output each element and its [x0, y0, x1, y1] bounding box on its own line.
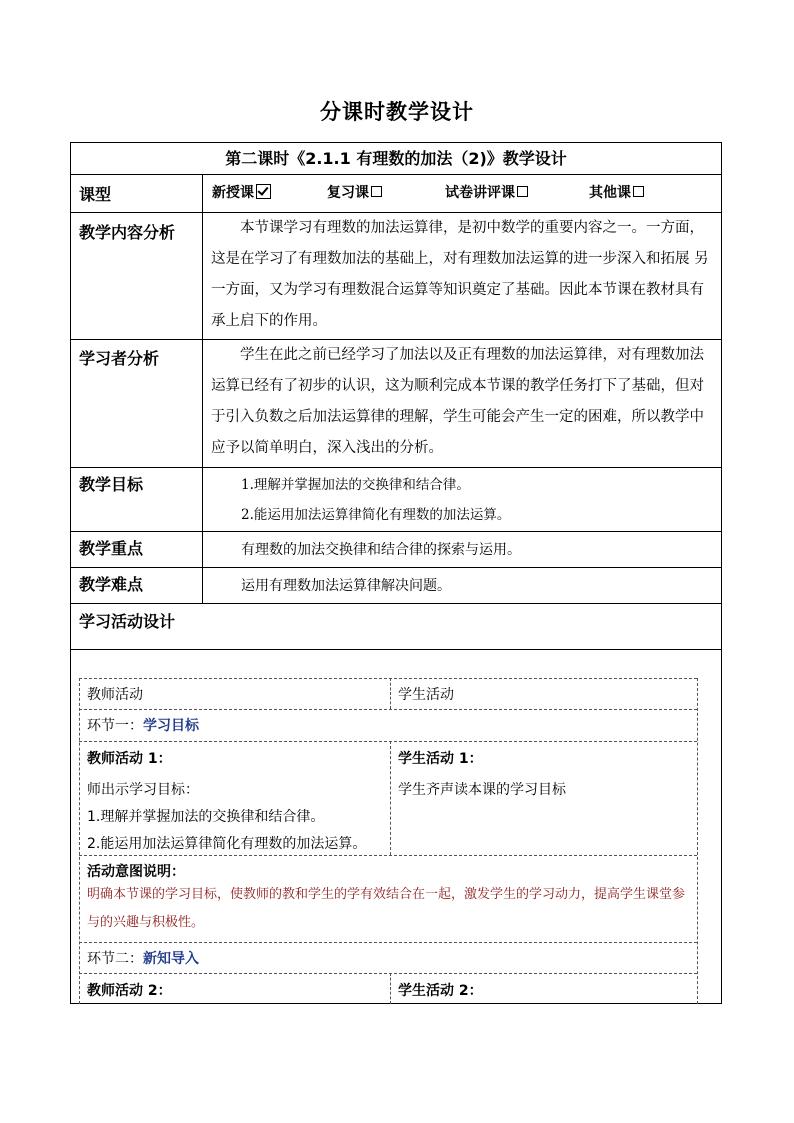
lesson-plan-table [70, 142, 722, 1004]
dashed-divider [79, 855, 697, 856]
learner-analysis-label: 学习者分析 [79, 349, 160, 368]
option-label: 试卷讲评课 [445, 185, 515, 201]
row-divider [71, 649, 721, 650]
lesson-type-option-other[interactable] [589, 182, 644, 202]
activity-table [79, 678, 697, 1004]
dashed-divider [79, 678, 697, 679]
step1-prefix: 环节一： [87, 718, 143, 734]
lesson-type-option-new[interactable] [212, 182, 271, 202]
key-points-label: 教学重点 [79, 539, 144, 558]
row-divider [71, 174, 721, 175]
student-activity-header: 学生活动 [398, 687, 454, 703]
dashed-divider [79, 678, 80, 1004]
activity-design-label: 学习活动设计 [79, 612, 176, 631]
row-divider [71, 531, 721, 532]
difficulties-text: 运用有理数加法运算律解决问题。 [241, 578, 451, 594]
intent-label: 活动意图说明： [87, 864, 185, 880]
student-activity-2-label: 学生活动 2： [398, 983, 483, 999]
lesson-type-option-exam-review[interactable] [445, 182, 528, 202]
step2-heading: 新知导入 [143, 951, 199, 967]
lesson-type-option-review[interactable] [327, 182, 382, 202]
dashed-divider [697, 678, 698, 1004]
teacher-activity-1-item: 1.理解并掌握加法的交换律和结合律。 [87, 809, 325, 825]
checked-checkbox-icon[interactable] [256, 184, 271, 199]
teacher-activity-header: 教师活动 [87, 687, 143, 703]
lesson-type-label: 课型 [79, 185, 112, 204]
checkbox-icon[interactable] [633, 186, 644, 197]
teacher-activity-1-label: 教师活动 1： [87, 751, 172, 767]
dashed-divider [79, 973, 697, 974]
dashed-divider [79, 709, 697, 710]
dashed-divider [390, 973, 391, 1004]
step2-title [87, 948, 199, 968]
dashed-divider [390, 678, 391, 709]
teacher-activity-2-label: 教师活动 2： [87, 983, 172, 999]
content-analysis-text: 本节课学习有理数的加法运算律，是初中数学的重要内容之一。一方面，这是在学习了有理数加法的基础上，对有理数加法运算的进一步深入和拓展 另一方面，又为学习有理数混合运算等知识奠定了基础。因此本节课在教材具有承上启下的作用。 [211, 220, 709, 329]
page-title: 分课时教学设计 [320, 100, 474, 124]
dashed-divider [79, 942, 697, 943]
student-activity-1-text: 学生齐声读本课的学习目标 [398, 782, 566, 798]
student-activity-1-label: 学生活动 1： [398, 751, 483, 767]
option-label: 新授课 [212, 185, 254, 201]
key-points-text: 有理数的加法交换律和结合律的探索与运用。 [241, 542, 521, 558]
dashed-divider [79, 741, 697, 742]
objectives-list [241, 470, 510, 530]
dashed-divider [390, 741, 391, 855]
objective-item: 1.理解并掌握加法的交换律和结合律。 [241, 477, 470, 493]
row-divider [71, 603, 721, 604]
learner-analysis-text: 学生在此之前已经学习了加法以及正有理数的加法运算律，对有理数加法运算已经有了初步的认识，这为顺利完成本节课的教学任务打下了基础，但对于引入负数之后加法运算律的理解，学生可能会产生一定的困难，所以教学中应予以简单明白，深入浅出的分析。 [211, 347, 704, 456]
column-divider [202, 174, 203, 604]
checkbox-icon[interactable] [371, 186, 382, 197]
intent-text: 明确本节课的学习目标，使教师的教和学生的学有效结合在一起，激发学生的学习动力，提高学生课堂参与的兴趣与积极性。 [87, 887, 686, 930]
teacher-activity-1-item: 2.能运用加法运算律简化有理数的加法运算。 [87, 836, 367, 852]
teacher-activity-1-intro: 师出示学习目标： [87, 782, 199, 798]
option-label: 其他课 [589, 185, 631, 201]
option-label: 复习课 [327, 185, 369, 201]
row-divider [71, 467, 721, 468]
objectives-label: 教学目标 [79, 475, 144, 494]
content-analysis-label: 教学内容分析 [79, 223, 176, 242]
checkbox-icon[interactable] [517, 186, 528, 197]
row-divider [71, 567, 721, 568]
objective-item: 2.能运用加法运算律简化有理数的加法运算。 [241, 507, 511, 523]
step2-prefix: 环节二： [87, 951, 143, 967]
lesson-title: 第二课时《2.1.1 有理数的加法（2)》教学设计 [225, 149, 567, 168]
difficulties-label: 教学难点 [79, 575, 144, 594]
step1-title [87, 715, 199, 735]
step1-heading: 学习目标 [143, 718, 199, 734]
